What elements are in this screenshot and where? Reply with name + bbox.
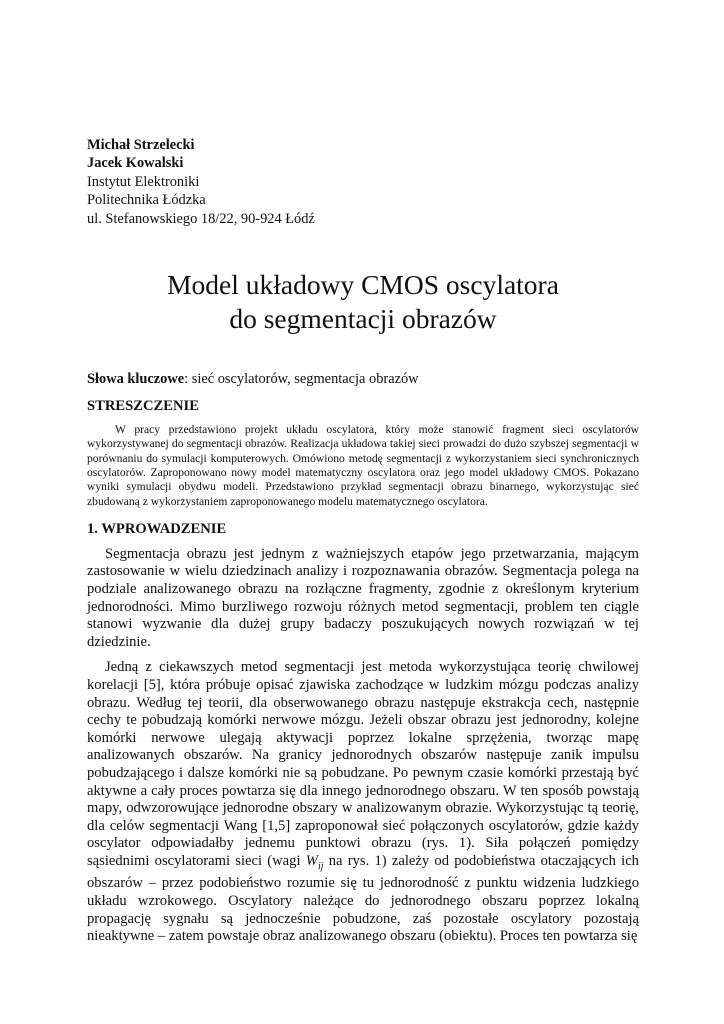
paper-title [87, 268, 639, 336]
affiliation-address: ul. Stefanowskiego 18/22, 90-924 Łódź [87, 210, 315, 227]
keywords-label: Słowa kluczowe [87, 371, 185, 388]
affiliation-institute: Instytut Elektroniki [87, 173, 200, 190]
paper-page [87, 136, 639, 946]
weight-symbol-letter: W [305, 852, 318, 869]
author-name-1: Michał Strzelecki [87, 137, 195, 153]
keywords-text: : sieć oscylatorów, segmentacja obrazów [184, 371, 419, 388]
keywords [87, 370, 639, 388]
weight-symbol [305, 852, 324, 872]
section-1-paragraph-1: Segmentacja obrazu jest jednym z ważniejszych etapów jego przetwarzania, mającym zastosowanie w wielu dziedzinach analizy i rozpoznawania obrazów. Segmentacja polega na podziale analizowanego obrazu na rozłączne fragmenty, zgodnie z określonym kryterium jednorodności. Mimo burzliwego rozwoju różnych metod segmentacji, problem ten ciągle stanowi wyzwanie dla dużej grupy badaczy poszukujących nowych rozwiązań w tej dziedzinie. [87, 545, 639, 650]
title-line-2: do segmentacji obrazów [229, 303, 497, 335]
affiliation-university: Politechnika Łódzka [87, 192, 206, 209]
paragraph-2-part-b: na rys. 1) zależy od podobieństwa otaczających ich obszarów – przez podobieństwo rozumie się tu jednorodność z punktu widzenia ludzkiego układu wzrokowego. Oscylatory należące do jednorodnego obszaru poprzez lokalną propagację sygnału są jednocześnie pobudzone, zaś pozostałe oscylatory pozostają nieaktywne – zatem powstaje obraz analizowanego obszaru (obiektu). Proces ten powtarza się [87, 852, 639, 945]
weight-symbol-subscript: ij [317, 860, 324, 872]
author-block [87, 136, 639, 228]
title-line-1: Model układowy CMOS oscylatora [167, 269, 559, 301]
section-1-paragraph-2 [87, 659, 639, 945]
abstract-text: W pracy przedstawiono projekt układu oscylatora, który może stanowić fragment sieci oscylatorów wykorzystywanej do segmentacji obrazów. Realizacja układowa takiej sieci prowadzi do dużo szybszej segmentacji w porównaniu do symulacji komputerowych. Omówiono metodę segmentacji z wykorzystaniem sieci synchronicznych oscylatorów. Zaproponowano nowy model matematyczny oscylatora oraz jego model układowy CMOS. Pokazano wyniki symulacji obydwu modeli. Przedstawiono przykład segmentacji obrazu binarnego, wykorzystując sieć zbudowaną z wykorzystaniem zaproponowanego modelu matematycznego oscylatora. [87, 423, 639, 508]
abstract-heading: STRESZCZENIE [87, 398, 199, 415]
author-name-2: Jacek Kowalski [87, 155, 184, 172]
section-1-heading: 1. WPROWADZENIE [87, 520, 227, 537]
paragraph-2-part-a: Jedną z ciekawszych metod segmentacji jest metoda wykorzystująca teorię chwilowej korelacji [5], która próbuje opisać zjawiska zachodzące w ludzkim mózgu podczas analizy obrazu. Według tej teorii, dla obserwowanego obrazu następuje ekstrakcja cech, następnie cechy te pobudzają komórki nerwowe mózgu. Jeżeli obszar obrazu jest jednorodny, kolejne komórki nerwowe ulegają aktywacji poprzez lokalne sprzężenia, tworząc mapę analizowanych obszarów. Na granicy jednorodnych obszarów następuje zanik impulsu pobudzającego i dalsze komórki nie są pobudzane. Po pewnym czasie komórki przestają być aktywne a cały proces powtarza się dla innego jednorodnego obszaru. W ten sposób powstają mapy, odwzorowujące jednorodne obszary w analizowanym obrazie. Wykorzystując tą teorię, dla celów segmentacji Wang [1,5] zaproponował sieć połączonych oscylatorów, gdzie każdy oscylator odpowiadałby jednemu punktowi obrazu (rys. 1). Siła połączeń pomiędzy sąsiednimi oscylatorami sieci (wagi [87, 659, 639, 869]
